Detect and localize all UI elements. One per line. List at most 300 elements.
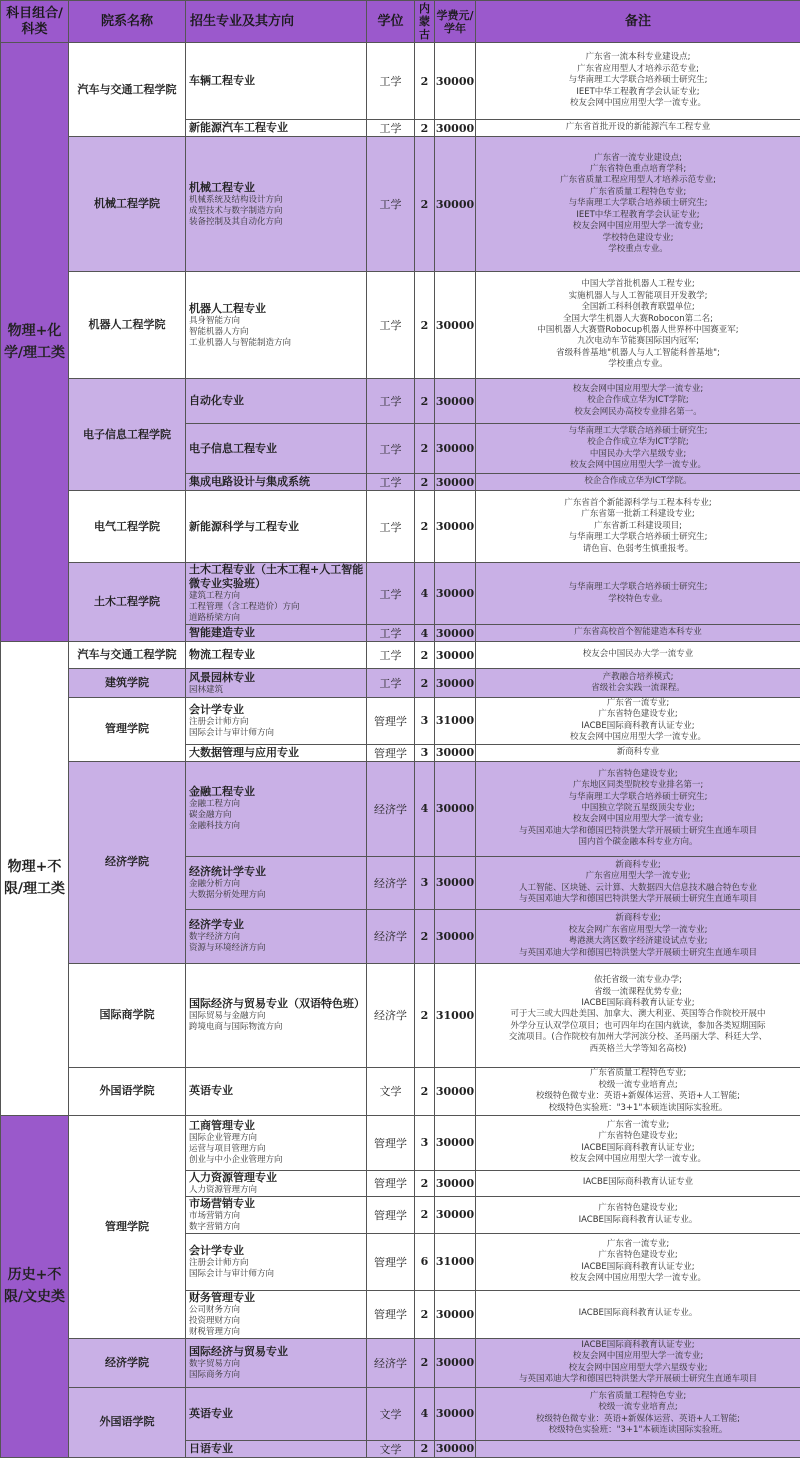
notes-cell: [476, 744, 800, 761]
degree-cell: 工学: [367, 137, 415, 272]
note-line: 中国大学首批机器人工程专业;: [478, 279, 798, 290]
major-name: 工商管理专业: [189, 1119, 366, 1133]
fee-cell: 30000: [435, 856, 476, 909]
fee-cell: 31000: [435, 963, 476, 1067]
notes-cell: [476, 1196, 800, 1233]
fee-cell: 30000: [435, 642, 476, 669]
note-line: 校友会网广东省应用型大学一流专业;: [478, 925, 798, 936]
note-line: 广东省一流本科专业建设点;: [478, 52, 798, 63]
major-direction: 建筑工程方向: [189, 591, 366, 602]
degree-cell: 管理学: [367, 698, 415, 745]
note-line: 广东省首批开设的新能源汽车工程专业: [478, 122, 798, 133]
major-name: 集成电路设计与集成系统: [189, 475, 366, 489]
quota-cell: 2: [415, 137, 435, 272]
note-line: 实施机器人与人工智能项目开发教学;: [478, 291, 798, 302]
note-line: 广东省特色重点培育学科;: [478, 164, 798, 175]
quota-cell: 2: [415, 120, 435, 137]
note-line: 广东省一流专业建设点;: [478, 153, 798, 164]
major-name: 英语专业: [189, 1407, 366, 1421]
note-line: 校友会网中国应用型大学一流专业;: [478, 814, 798, 825]
note-line: 校友会网中国应用型大学六星级专业;: [478, 1363, 798, 1374]
note-line: IACBE国际商科教育认证专业;: [478, 1262, 798, 1273]
quota-cell: 3: [415, 1115, 435, 1170]
major-name: 市场营销专业: [189, 1197, 366, 1211]
table-row: [1, 491, 800, 563]
notes-cell: [476, 424, 800, 474]
major-cell: [186, 563, 367, 625]
note-line: 请色盲、色弱考生慎重报考。: [478, 544, 798, 555]
note-line: 九次电动车节能赛国际国内冠军;: [478, 336, 798, 347]
degree-cell: 工学: [367, 642, 415, 669]
major-name: 人力资源管理专业: [189, 1171, 366, 1185]
major-name: 经济学专业: [189, 918, 366, 932]
dept-cell: 电气工程学院: [69, 491, 186, 563]
major-direction: 财税管理方向: [189, 1327, 366, 1338]
note-line: IACBE国际商科教育认证专业;: [478, 998, 798, 1009]
dept-cell: 经济学院: [69, 761, 186, 963]
major-direction: 公司财务方向: [189, 1305, 366, 1316]
note-line: 广东省特色建设专业;: [478, 1203, 798, 1214]
notes-cell: [476, 1387, 800, 1440]
note-line: 校友会网中国应用型大学一流专业。: [478, 1154, 798, 1165]
dept-cell: 汽车与交通工程学院: [69, 43, 186, 137]
major-direction: 国际贸易与金融方向: [189, 1011, 366, 1022]
notes-cell: [476, 1290, 800, 1338]
note-line: 广东省质量工程特色专业;: [478, 1391, 798, 1402]
table-row: [1, 379, 800, 424]
quota-cell: 2: [415, 1440, 435, 1457]
note-line: 校级特色实验班："3+1"本硕连读国际实验班。: [478, 1425, 798, 1436]
category-cell: 物理+化学/理工类: [1, 43, 69, 642]
quota-cell: 2: [415, 963, 435, 1067]
table-row: [1, 43, 800, 120]
header-dept: 院系名称: [69, 1, 186, 43]
quota-cell: 3: [415, 744, 435, 761]
notes-cell: [476, 272, 800, 379]
table-row: [1, 963, 800, 1067]
major-direction: 金融科技方向: [189, 821, 366, 832]
note-line: 与英国邓迪大学和德国巴特洪堡大学开展硕士研究生直通车项目: [478, 826, 798, 837]
major-direction: 金融分析方向: [189, 879, 366, 890]
notes-cell: [476, 761, 800, 856]
note-line: IACBE国际商科教育认证专业: [478, 1177, 798, 1188]
major-cell: [186, 137, 367, 272]
note-line: 粤港澳大湾区数字经济建设试点专业;: [478, 936, 798, 947]
note-line: 广东省新工科建设项目;: [478, 521, 798, 532]
note-line: IACBE国际商科教育认证专业;: [478, 1340, 798, 1351]
fee-cell: 30000: [435, 137, 476, 272]
note-line: 西英格兰大学等知名高校): [478, 1044, 798, 1055]
notes-cell: [476, 669, 800, 698]
major-name: 车辆工程专业: [189, 74, 366, 88]
fee-cell: 30000: [435, 474, 476, 491]
note-line: 学校重点专业。: [478, 359, 798, 370]
dept-cell: 管理学院: [69, 698, 186, 762]
note-line: 广东省应用型人才培养示范专业;: [478, 64, 798, 75]
quota-cell: 4: [415, 625, 435, 642]
major-name: 英语专业: [189, 1084, 366, 1098]
note-line: 与华南理工大学联合培养硕士研究生;: [478, 198, 798, 209]
degree-cell: 经济学: [367, 1338, 415, 1387]
major-direction: 智能机器人方向: [189, 327, 366, 338]
major-name: 机器人工程专业: [189, 302, 366, 316]
major-name: 经济统计学专业: [189, 865, 366, 879]
major-name: 智能建造专业: [189, 626, 366, 640]
major-name: 土木工程专业（土木工程+人工智能微专业实验班）: [189, 563, 366, 591]
fee-cell: 30000: [435, 669, 476, 698]
note-line: 交流项目。(合作院校有加州大学河滨分校、圣玛丽大学、科廷大学、: [478, 1032, 798, 1043]
quota-cell: 2: [415, 1290, 435, 1338]
degree-cell: 管理学: [367, 744, 415, 761]
degree-cell: 管理学: [367, 1196, 415, 1233]
dept-cell: 外国语学院: [69, 1067, 186, 1115]
degree-cell: 工学: [367, 625, 415, 642]
header-notes: 备注: [476, 1, 800, 43]
fee-cell: 30000: [435, 625, 476, 642]
major-name: 国际经济与贸易专业: [189, 1345, 366, 1359]
major-direction: 国际会计与审计师方向: [189, 728, 366, 739]
note-line: 全国大学生机器人大赛Robocon第二名;: [478, 314, 798, 325]
note-line: 与英国邓迪大学和德国巴特洪堡大学开展硕士研究生直通车项目: [478, 948, 798, 959]
fee-cell: 30000: [435, 909, 476, 963]
header-category: 科目组合/科类: [1, 1, 69, 43]
note-line: 广东省特色建设专业;: [478, 1131, 798, 1142]
note-line: 省级科普基地"机器人与人工智能科普基地";: [478, 348, 798, 359]
category-cell: 物理+不限/理工类: [1, 642, 69, 1116]
degree-cell: 管理学: [367, 1170, 415, 1196]
major-direction: 跨境电商与国际物流方向: [189, 1022, 366, 1033]
major-cell: [186, 1290, 367, 1338]
quota-cell: 2: [415, 1067, 435, 1115]
fee-cell: 31000: [435, 1233, 476, 1290]
major-cell: [186, 744, 367, 761]
dept-cell: 经济学院: [69, 1338, 186, 1387]
major-direction: 大数据分析处理方向: [189, 890, 366, 901]
fee-cell: 30000: [435, 43, 476, 120]
major-direction: 国际企业管理方向: [189, 1133, 366, 1144]
degree-cell: 管理学: [367, 1290, 415, 1338]
fee-cell: 30000: [435, 491, 476, 563]
major-name: 新能源汽车工程专业: [189, 121, 366, 135]
note-line: 校友会中国民办大学一流专业: [478, 649, 798, 660]
major-direction: 工程管理（含工程造价）方向: [189, 602, 366, 613]
note-line: 广东省应用型大学一流专业;: [478, 871, 798, 882]
major-cell: [186, 1440, 367, 1457]
quota-cell: 2: [415, 272, 435, 379]
note-line: 新商科专业;: [478, 860, 798, 871]
note-line: 校友会网中国应用型大学一流专业。: [478, 460, 798, 471]
notes-cell: [476, 1233, 800, 1290]
dept-cell: 汽车与交通工程学院: [69, 642, 186, 669]
major-direction: 资源与环境经济方向: [189, 943, 366, 954]
quota-cell: 3: [415, 698, 435, 745]
major-direction: 具身智能方向: [189, 316, 366, 327]
notes-cell: [476, 1115, 800, 1170]
major-cell: [186, 1338, 367, 1387]
note-line: 广东省一流专业;: [478, 698, 798, 709]
major-cell: [186, 761, 367, 856]
table-row: [1, 563, 800, 625]
major-direction: 投资理财方向: [189, 1316, 366, 1327]
major-direction: 碳金融方向: [189, 810, 366, 821]
degree-cell: 文学: [367, 1067, 415, 1115]
note-line: 广东省特色建设专业;: [478, 709, 798, 720]
table-row: [1, 1387, 800, 1440]
note-line: 广东省质量工程特色专业;: [478, 1068, 798, 1079]
quota-cell: 3: [415, 856, 435, 909]
header-major: 招生专业及其方向: [186, 1, 367, 43]
note-line: 校友会网民办高校专业排名第一。: [478, 407, 798, 418]
degree-cell: 经济学: [367, 963, 415, 1067]
notes-cell: [476, 963, 800, 1067]
major-direction: 装备控制及其自动化方向: [189, 217, 366, 228]
note-line: IACBE国际商科教育认证专业;: [478, 1143, 798, 1154]
major-direction: 数字经济方向: [189, 932, 366, 943]
quota-cell: 2: [415, 1338, 435, 1387]
quota-cell: 2: [415, 424, 435, 474]
note-line: 学校特色专业。: [478, 594, 798, 605]
note-line: 与华南理工大学联合培养硕士研究生;: [478, 582, 798, 593]
notes-cell: [476, 474, 800, 491]
fee-cell: 30000: [435, 1170, 476, 1196]
notes-cell: [476, 491, 800, 563]
note-line: IEET中华工程教育学会认证专业;: [478, 210, 798, 221]
notes-cell: [476, 1338, 800, 1387]
note-line: IACBE国际商科教育认证专业。: [478, 1308, 798, 1319]
note-line: 校级特色微专业：英语+新媒体运营、英语+人工智能;: [478, 1091, 798, 1102]
table-row: [1, 698, 800, 745]
notes-cell: [476, 563, 800, 625]
note-line: 中国独立学院五星级顶尖专业;: [478, 803, 798, 814]
major-name: 电子信息工程专业: [189, 442, 366, 456]
degree-cell: 经济学: [367, 761, 415, 856]
note-line: 省级社会实践一流课程。: [478, 683, 798, 694]
notes-cell: [476, 698, 800, 745]
quota-cell: 2: [415, 1170, 435, 1196]
dept-cell: 建筑学院: [69, 669, 186, 698]
notes-cell: [476, 856, 800, 909]
major-name: 会计学专业: [189, 703, 366, 717]
note-line: 广东省特色建设专业;: [478, 1250, 798, 1261]
major-cell: [186, 963, 367, 1067]
notes-cell: [476, 137, 800, 272]
notes-cell: [476, 1440, 800, 1457]
note-line: 中国民办大学六星级专业;: [478, 449, 798, 460]
notes-cell: [476, 120, 800, 137]
note-line: 广东省一流专业;: [478, 1239, 798, 1250]
header-degree: 学位: [367, 1, 415, 43]
table-row: [1, 642, 800, 669]
major-direction: 国际会计与审计师方向: [189, 1269, 366, 1280]
quota-cell: 4: [415, 1387, 435, 1440]
major-direction: 创业与中小企业管理方向: [189, 1155, 366, 1166]
major-name: 新能源科学与工程专业: [189, 520, 366, 534]
fee-cell: 30000: [435, 1387, 476, 1440]
degree-cell: 工学: [367, 379, 415, 424]
degree-cell: 管理学: [367, 1115, 415, 1170]
major-name: 国际经济与贸易专业（双语特色班）: [189, 997, 366, 1011]
note-line: 学校重点专业。: [478, 244, 798, 255]
notes-cell: [476, 625, 800, 642]
major-direction: 人力资源管理方向: [189, 1185, 366, 1196]
note-line: 国内首个碳金融本科专业方向。: [478, 837, 798, 848]
note-line: 与华南理工大学联合培养硕士研究生;: [478, 426, 798, 437]
fee-cell: 30000: [435, 1067, 476, 1115]
note-line: 校友会网中国应用型大学一流专业;: [478, 384, 798, 395]
fee-cell: 30000: [435, 761, 476, 856]
note-line: 校友会网中国应用型大学一流专业。: [478, 98, 798, 109]
category-cell: 历史+不限/文史类: [1, 1115, 69, 1457]
degree-cell: 文学: [367, 1440, 415, 1457]
note-line: 校级一流专业培育点;: [478, 1080, 798, 1091]
major-name: 财务管理专业: [189, 1291, 366, 1305]
degree-cell: 工学: [367, 669, 415, 698]
note-line: 广东省质量工程特色专业;: [478, 187, 798, 198]
note-line: IACBE国际商科教育认证专业。: [478, 1215, 798, 1226]
header-row: [1, 1, 800, 43]
table-row: [1, 1115, 800, 1170]
major-cell: [186, 1233, 367, 1290]
degree-cell: 工学: [367, 474, 415, 491]
major-name: 大数据管理与应用专业: [189, 746, 366, 760]
note-line: IACBE国际商科教育认证专业;: [478, 721, 798, 732]
note-line: 产教融合培养模式;: [478, 672, 798, 683]
major-direction: 园林建筑: [189, 685, 366, 696]
major-cell: [186, 642, 367, 669]
quota-cell: 2: [415, 491, 435, 563]
major-cell: [186, 1387, 367, 1440]
dept-cell: 外国语学院: [69, 1387, 186, 1457]
quota-cell: 6: [415, 1233, 435, 1290]
note-line: 广东省一流专业;: [478, 1120, 798, 1131]
fee-cell: 30000: [435, 379, 476, 424]
table-row: [1, 1338, 800, 1387]
fee-cell: 31000: [435, 698, 476, 745]
major-direction: 注册会计师方向: [189, 717, 366, 728]
fee-cell: 30000: [435, 1338, 476, 1387]
major-name: 机械工程专业: [189, 181, 366, 195]
header-inner-mongolia: 内蒙古: [415, 1, 435, 43]
note-line: 与华南理工大学联合培养硕士研究生;: [478, 75, 798, 86]
major-direction: 道路桥梁方向: [189, 613, 366, 624]
note-line: 省级一流课程优势专业;: [478, 987, 798, 998]
note-line: 与英国邓迪大学和德国巴特洪堡大学开展硕士研究生直通车项目: [478, 1374, 798, 1385]
dept-cell: 机器人工程学院: [69, 272, 186, 379]
major-name: 自动化专业: [189, 394, 366, 408]
fee-cell: 30000: [435, 1290, 476, 1338]
quota-cell: 2: [415, 379, 435, 424]
dept-cell: 管理学院: [69, 1115, 186, 1338]
major-cell: [186, 909, 367, 963]
degree-cell: 工学: [367, 43, 415, 120]
major-direction: 注册会计师方向: [189, 1258, 366, 1269]
notes-cell: [476, 43, 800, 120]
fee-cell: 30000: [435, 1440, 476, 1457]
header-fee: 学费元/学年: [435, 1, 476, 43]
major-direction: 机械系统及结构设计方向: [189, 195, 366, 206]
table-row: [1, 137, 800, 272]
note-line: 学校特色建设专业;: [478, 233, 798, 244]
major-cell: [186, 698, 367, 745]
note-line: 人工智能、区块链、云计算、大数据四大信息技术融合特色专业: [478, 883, 798, 894]
notes-cell: [476, 1067, 800, 1115]
degree-cell: 管理学: [367, 1233, 415, 1290]
degree-cell: 经济学: [367, 856, 415, 909]
notes-cell: [476, 1170, 800, 1196]
major-cell: [186, 1115, 367, 1170]
major-cell: [186, 856, 367, 909]
fee-cell: 30000: [435, 1115, 476, 1170]
note-line: 校友会网中国应用型大学一流专业;: [478, 1351, 798, 1362]
major-cell: [186, 272, 367, 379]
note-line: 校级特色微专业：英语+新媒体运营、英语+人工智能;: [478, 1414, 798, 1425]
major-cell: [186, 1067, 367, 1115]
dept-cell: 机械工程学院: [69, 137, 186, 272]
table-row: [1, 669, 800, 698]
degree-cell: 文学: [367, 1387, 415, 1440]
major-direction: 金融工程方向: [189, 799, 366, 810]
major-direction: 国际商务方向: [189, 1370, 366, 1381]
note-line: 全国新工科科创教育联盟单位;: [478, 302, 798, 313]
note-line: 与华南理工大学联合培养硕士研究生;: [478, 792, 798, 803]
note-line: 校企合作成立华为ICT学院。: [478, 476, 798, 487]
notes-cell: [476, 379, 800, 424]
note-line: 外学分互认双学位项目；也可四年均在国内就读，参加各类短期国际: [478, 1021, 798, 1032]
dept-cell: 电子信息工程学院: [69, 379, 186, 491]
degree-cell: 工学: [367, 120, 415, 137]
degree-cell: 经济学: [367, 909, 415, 963]
major-cell: [186, 1170, 367, 1196]
note-line: 与华南理工大学联合培养硕士研究生;: [478, 532, 798, 543]
quota-cell: 2: [415, 669, 435, 698]
major-direction: 成型技术与数字制造方向: [189, 206, 366, 217]
note-line: 校级一流专业培育点;: [478, 1402, 798, 1413]
quota-cell: 2: [415, 1196, 435, 1233]
note-line: 校友会网中国应用型大学一流专业。: [478, 1273, 798, 1284]
note-line: 校企合作成立华为ICT学院;: [478, 437, 798, 448]
table-row: [1, 272, 800, 379]
degree-cell: 工学: [367, 563, 415, 625]
note-line: 依托省级一流专业办学;: [478, 975, 798, 986]
degree-cell: 工学: [367, 424, 415, 474]
note-line: 广东省特色建设专业;: [478, 769, 798, 780]
fee-cell: 30000: [435, 1196, 476, 1233]
table-row: [1, 1067, 800, 1115]
quota-cell: 2: [415, 474, 435, 491]
note-line: 可于大三或大四赴美国、加拿大、澳大利亚、英国等合作院校开展中: [478, 1009, 798, 1020]
major-name: 会计学专业: [189, 1244, 366, 1258]
major-cell: [186, 424, 367, 474]
major-direction: 数字贸易方向: [189, 1359, 366, 1370]
note-line: 校友会网中国应用型大学一流专业。: [478, 732, 798, 743]
major-cell: [186, 669, 367, 698]
note-line: 校企合作成立华为ICT学院;: [478, 395, 798, 406]
quota-cell: 4: [415, 761, 435, 856]
note-line: 广东省高校首个智能建造本科专业: [478, 627, 798, 638]
fee-cell: 30000: [435, 563, 476, 625]
note-line: 新商科专业;: [478, 913, 798, 924]
quota-cell: 4: [415, 563, 435, 625]
note-line: 校级特色实验班："3+1"本硕连读国际实验班。: [478, 1103, 798, 1114]
major-cell: [186, 1196, 367, 1233]
dept-cell: 国际商学院: [69, 963, 186, 1067]
major-cell: [186, 43, 367, 120]
table-row: [1, 761, 800, 856]
dept-cell: 土木工程学院: [69, 563, 186, 642]
fee-cell: 30000: [435, 272, 476, 379]
note-line: 新商科专业: [478, 747, 798, 758]
major-direction: 运营与项目管理方向: [189, 1144, 366, 1155]
